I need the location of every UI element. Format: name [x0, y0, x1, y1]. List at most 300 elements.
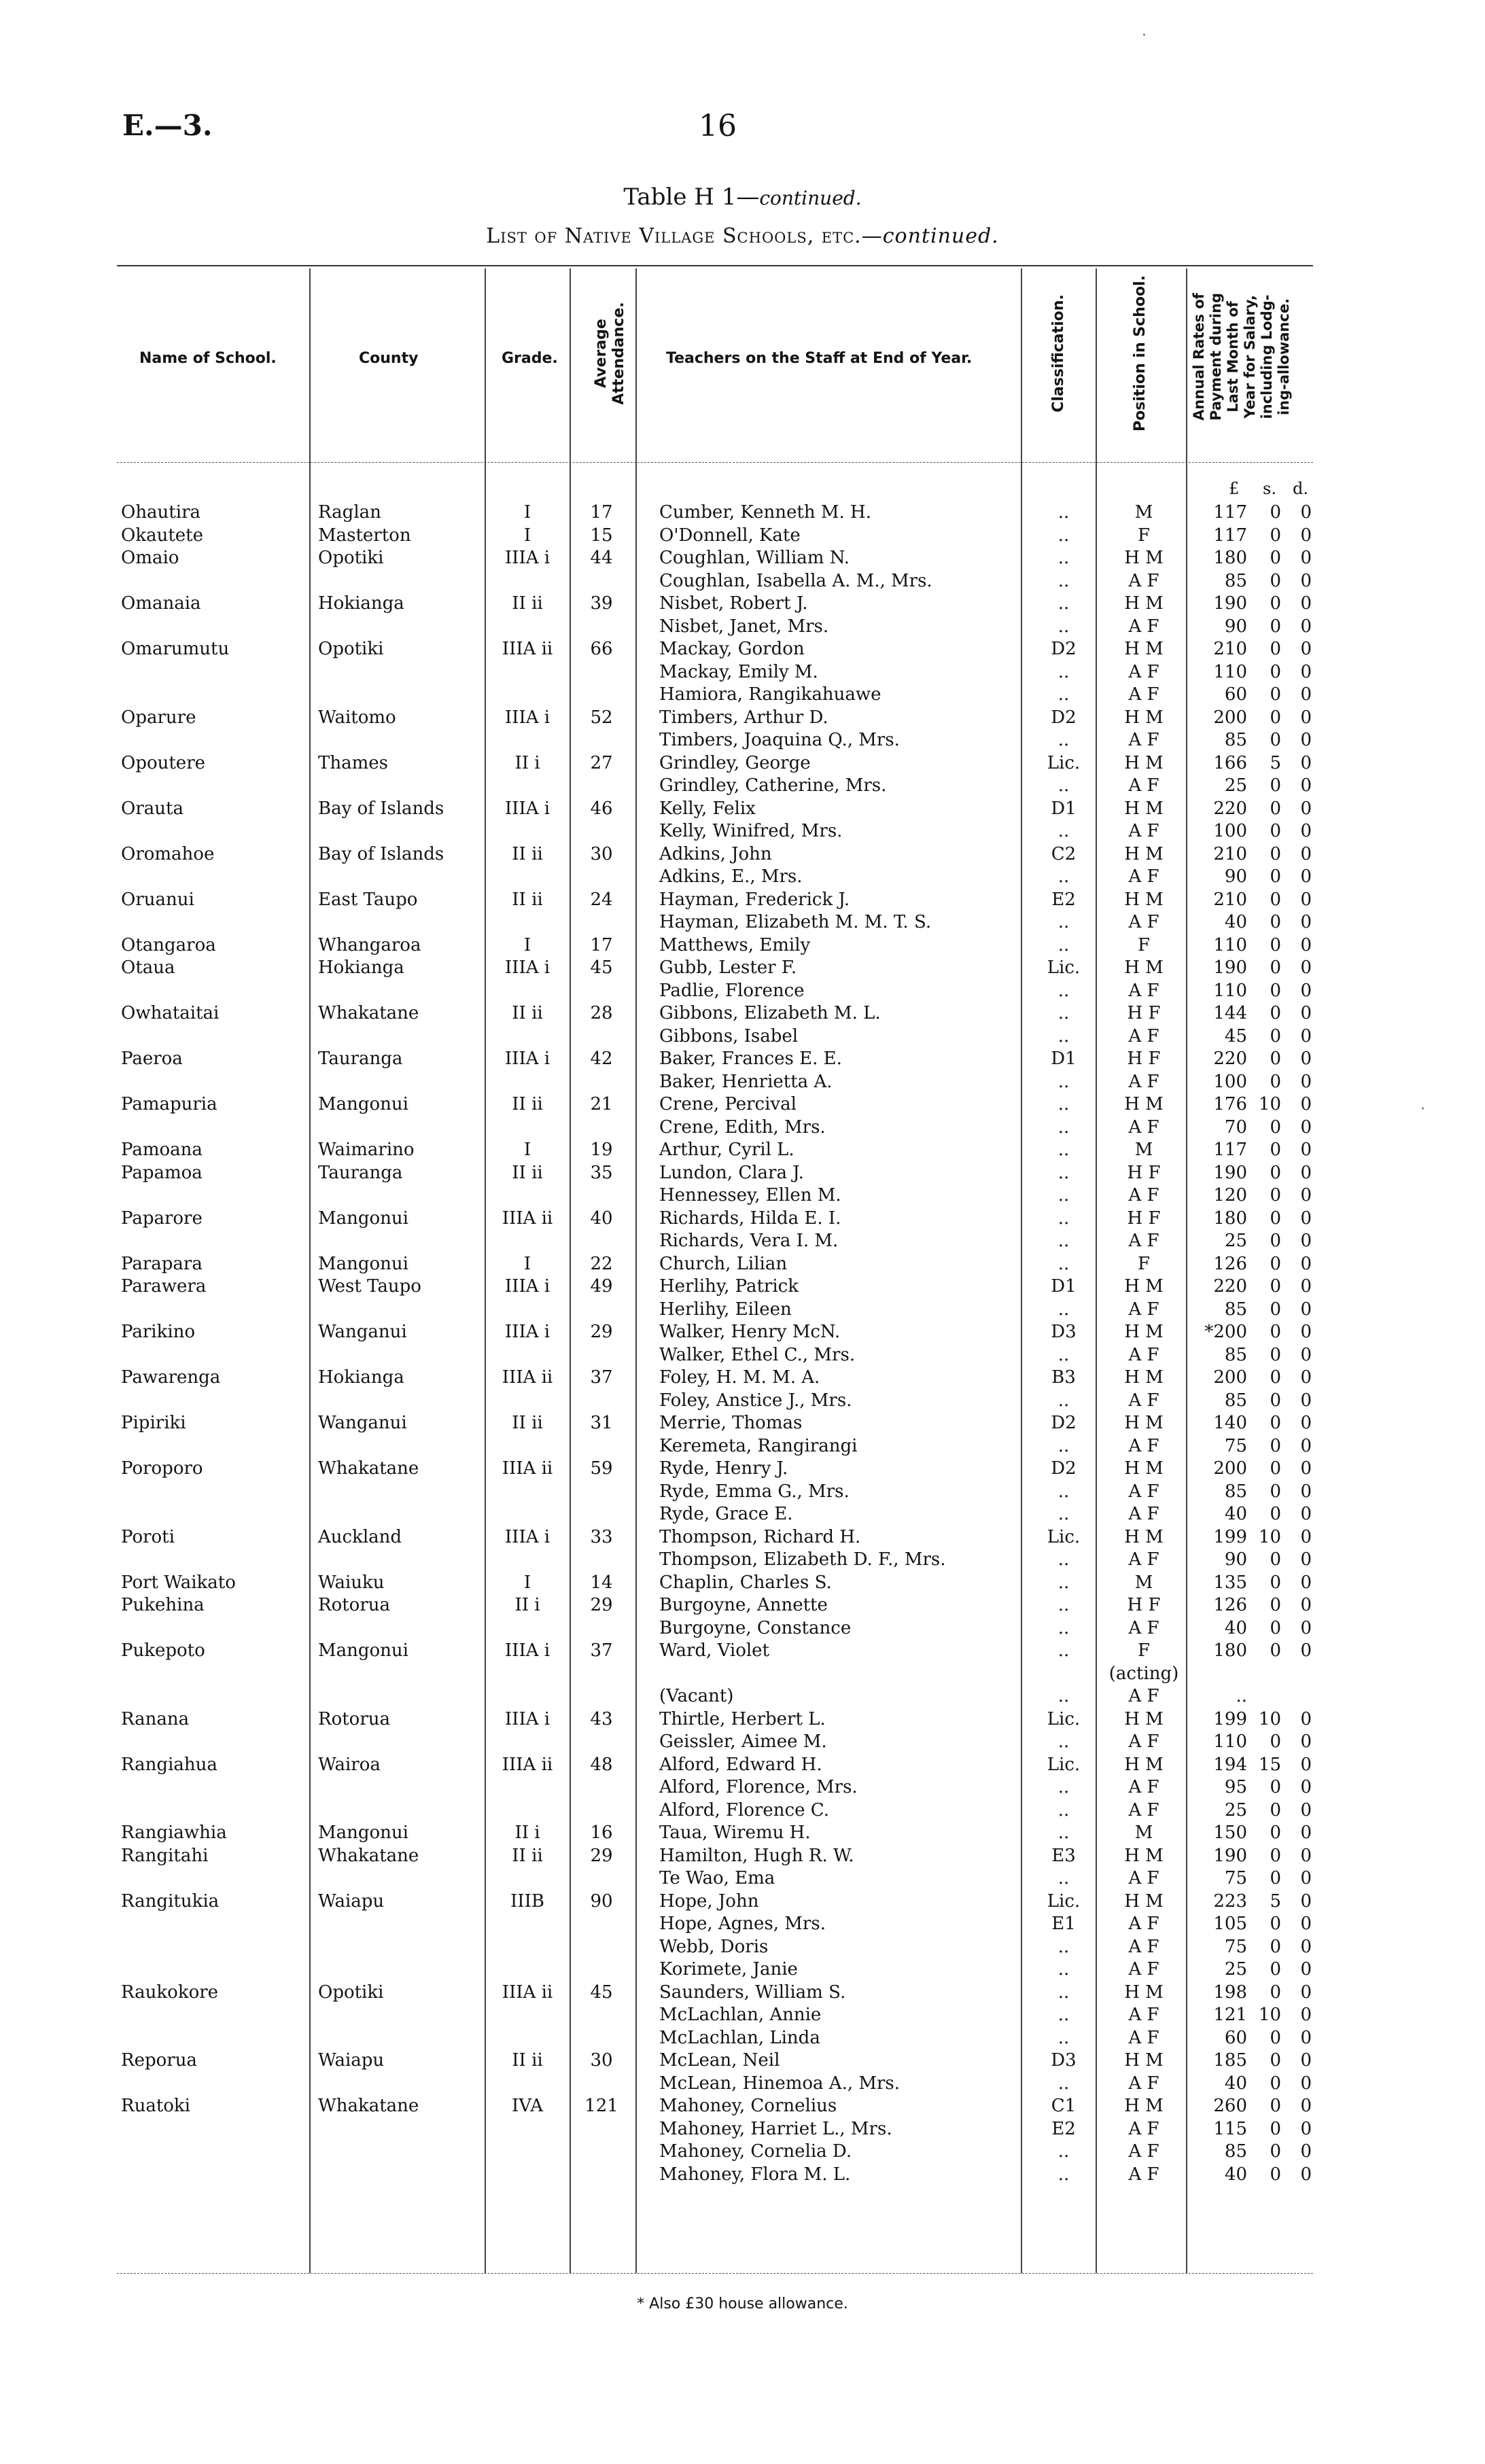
- position-cell: A F: [1128, 661, 1159, 682]
- county-name: East Taupo: [318, 889, 418, 910]
- rate-shillings: 0: [1270, 1116, 1281, 1138]
- teacher-name: Lundon, Clara J.: [659, 1162, 804, 1183]
- teacher-name: Burgoyne, Annette: [659, 1595, 828, 1615]
- table-row: [0, 1208, 1485, 1230]
- grade-cell: II ii: [512, 843, 543, 864]
- grade-cell: II ii: [512, 593, 543, 614]
- rate-pence: 0: [1300, 2005, 1312, 2025]
- teacher-name: Coughlan, Isabella A. M., Mrs.: [659, 570, 932, 591]
- classification-cell: ..: [1058, 1344, 1070, 1365]
- position-cell: A F: [1128, 1231, 1159, 1251]
- classification-cell: ..: [1058, 1982, 1070, 2003]
- county-name: Waiapu: [318, 1890, 385, 1912]
- rate-pounds: 220: [1213, 1276, 1247, 1297]
- position-cell: A F: [1128, 2164, 1159, 2185]
- position-cell: H M: [1124, 889, 1164, 910]
- rate-pounds: 60: [1224, 684, 1247, 705]
- county-name: Bay of Islands: [318, 843, 444, 864]
- table-row: [0, 2004, 1485, 2026]
- grade-cell: I: [523, 525, 531, 546]
- position-cell: H M: [1124, 639, 1164, 659]
- table-row: [0, 1344, 1485, 1367]
- table-row: [0, 1890, 1485, 1913]
- county-name: Opotiki: [318, 1982, 384, 2003]
- rate-shillings: 0: [1270, 2118, 1281, 2139]
- position-cell: M: [1134, 502, 1153, 523]
- table-row: [0, 1093, 1485, 1116]
- rate-pounds: 194: [1213, 1754, 1247, 1775]
- classification-cell: D2: [1051, 1413, 1077, 1433]
- school-name: Rangitahi: [121, 1845, 209, 1866]
- column-header-attendance-line: Average: [593, 319, 610, 388]
- rate-pence: 0: [1300, 1936, 1312, 1957]
- rate-pence: 0: [1300, 1823, 1312, 1843]
- grade-cell: IIIA i: [504, 1322, 551, 1342]
- position-cell: A F: [1128, 1299, 1159, 1320]
- scan-speck: ·: [1142, 27, 1147, 44]
- position-cell: A F: [1128, 1390, 1159, 1411]
- grade-cell: II i: [514, 1595, 540, 1615]
- rate-shillings: 0: [1270, 1572, 1281, 1593]
- table-row: [0, 1549, 1485, 1571]
- position-cell: A F: [1128, 866, 1159, 887]
- table-row: [0, 980, 1485, 1002]
- rate-shillings: 0: [1270, 525, 1281, 546]
- classification-cell: E3: [1051, 1845, 1076, 1866]
- school-name: Pamoana: [121, 1140, 203, 1160]
- table-row: [0, 1982, 1485, 2004]
- classification-cell: ..: [1058, 548, 1070, 568]
- rate-pence: 0: [1300, 1116, 1312, 1138]
- table-row: [0, 1936, 1485, 1958]
- rate-pence: 0: [1300, 843, 1312, 864]
- table-row: [0, 1253, 1485, 1275]
- rate-shillings: 0: [1270, 1640, 1281, 1661]
- county-name: Wanganui: [318, 1322, 407, 1342]
- school-name: Raukokore: [121, 1982, 219, 2003]
- position-cell: A F: [1128, 2118, 1159, 2139]
- grade-cell: I: [523, 502, 531, 523]
- grade-cell: I: [523, 934, 531, 955]
- rate-shillings: 0: [1270, 502, 1281, 523]
- rate-pence: 0: [1300, 616, 1312, 637]
- rate-pounds: 126: [1213, 1253, 1247, 1274]
- school-name: Owhataitai: [121, 1003, 220, 1023]
- rate-pounds: 121: [1213, 2005, 1247, 2025]
- teacher-name: Mahoney, Flora M. L.: [659, 2164, 851, 2185]
- county-name: Whakatane: [318, 1845, 419, 1866]
- table-row: [0, 707, 1485, 729]
- rate-pounds: 105: [1213, 1914, 1247, 1934]
- position-cell: H M: [1124, 593, 1164, 614]
- rate-pence: 0: [1300, 2141, 1312, 2162]
- attendance-cell: 30: [590, 843, 613, 864]
- attendance-cell: 22: [590, 1253, 613, 1274]
- rate-shillings: 0: [1270, 1208, 1281, 1229]
- rate-pounds: 190: [1213, 593, 1247, 614]
- school-name: Omaio: [121, 548, 179, 568]
- teacher-name: (Vacant): [659, 1686, 734, 1706]
- teacher-name: Grindley, Catherine, Mrs.: [659, 775, 887, 796]
- rate-pence: 0: [1300, 752, 1312, 773]
- county-name: West Taupo: [318, 1276, 421, 1297]
- rate-pence: 0: [1300, 730, 1312, 750]
- position-cell: A F: [1128, 1617, 1159, 1638]
- rate-pounds: 110: [1213, 980, 1247, 1001]
- rate-pounds: 200: [1213, 1458, 1247, 1479]
- attendance-cell: 45: [590, 957, 613, 978]
- classification-cell: ..: [1058, 1253, 1070, 1274]
- grade-cell: II i: [514, 1823, 540, 1843]
- table-row: [0, 775, 1485, 797]
- attendance-cell: 35: [590, 1162, 613, 1183]
- attendance-cell: 15: [590, 525, 613, 546]
- school-name: Papamoa: [121, 1162, 203, 1183]
- rate-pence: 0: [1300, 980, 1312, 1001]
- table-row: [0, 1754, 1485, 1776]
- school-name: Port Waikato: [121, 1572, 236, 1593]
- rate-pence: 0: [1300, 639, 1312, 659]
- rate-shillings: 0: [1270, 1413, 1281, 1433]
- rate-shillings: 10: [1258, 1094, 1281, 1114]
- county-name: Wairoa: [318, 1754, 381, 1775]
- rate-pence: 0: [1300, 593, 1312, 614]
- grade-cell: IIIA i: [504, 1640, 551, 1661]
- rate-pounds: 180: [1213, 1640, 1247, 1661]
- rate-pence: 0: [1300, 1299, 1312, 1320]
- county-name: Mangonui: [318, 1094, 408, 1114]
- teacher-name: Grindley, George: [659, 752, 811, 773]
- rate-pence: 0: [1300, 1208, 1312, 1229]
- rate-pounds: 115: [1213, 2118, 1247, 2139]
- rate-shillings: 0: [1270, 1458, 1281, 1479]
- table-row: [0, 1275, 1485, 1298]
- classification-cell: D3: [1051, 1322, 1077, 1342]
- table-row: [0, 616, 1485, 638]
- rate-pence: 0: [1300, 2073, 1312, 2094]
- classification-cell: D3: [1051, 2050, 1077, 2071]
- teacher-name: Herlihy, Patrick: [659, 1276, 799, 1297]
- table-row: [0, 820, 1485, 843]
- rate-pounds: 190: [1213, 1162, 1247, 1183]
- grade-cell: II ii: [512, 1162, 543, 1183]
- classification-cell: ..: [1058, 1390, 1070, 1411]
- rate-pence: 0: [1300, 1003, 1312, 1023]
- table-row: [0, 866, 1485, 888]
- classification-cell: ..: [1058, 821, 1070, 841]
- grade-cell: IIIA ii: [502, 1208, 553, 1229]
- attendance-cell: 29: [590, 1595, 613, 1615]
- rate-shillings: 10: [1258, 2005, 1281, 2025]
- rate-pounds: 75: [1224, 1868, 1247, 1888]
- rate-pence: 0: [1300, 775, 1312, 796]
- teacher-name: Hope, Agnes, Mrs.: [659, 1914, 826, 1934]
- position-cell: A F: [1128, 1116, 1159, 1138]
- county-name: Mangonui: [318, 1208, 408, 1229]
- table-row: [0, 1116, 1485, 1139]
- column-header-teachers: Teachers on the Staff at End of Year.: [666, 350, 973, 367]
- rate-pounds: 126: [1213, 1595, 1247, 1615]
- teacher-name: Hayman, Frederick J.: [659, 889, 850, 910]
- teacher-name: O'Donnell, Kate: [659, 525, 801, 546]
- school-name: Pamapuria: [121, 1094, 217, 1114]
- table-row: [0, 1162, 1485, 1184]
- school-name: Pipiriki: [121, 1413, 186, 1433]
- position-cell: H M: [1124, 1276, 1164, 1297]
- table-title-continued: continued.: [759, 187, 862, 209]
- classification-cell: C2: [1051, 843, 1077, 864]
- rate-pounds: 210: [1213, 843, 1247, 864]
- teacher-name: Mahoney, Cornelius: [659, 2096, 837, 2116]
- rate-shillings: 0: [1270, 798, 1281, 819]
- table-row: [0, 2164, 1485, 2186]
- school-name: Oruanui: [121, 889, 194, 910]
- position-cell: M: [1134, 1572, 1153, 1593]
- rate-pence: 0: [1300, 1777, 1312, 1797]
- rate-pounds: 199: [1213, 1708, 1247, 1729]
- column-header-grade: Grade.: [502, 350, 558, 367]
- rate-shillings: 0: [1270, 707, 1281, 728]
- rate-shillings: 0: [1270, 684, 1281, 705]
- school-name: Otaua: [121, 957, 175, 978]
- teacher-name: Ryde, Grace E.: [659, 1504, 793, 1524]
- school-name: Ranana: [121, 1708, 190, 1729]
- rate-pounds: 198: [1213, 1982, 1247, 2003]
- classification-cell: ..: [1058, 1504, 1070, 1524]
- attendance-cell: 37: [590, 1640, 613, 1661]
- rate-pence: 0: [1300, 1481, 1312, 1502]
- position-cell: H F: [1127, 1049, 1161, 1069]
- position-cell: A F: [1128, 1799, 1159, 1820]
- rate-pence: 0: [1300, 1959, 1312, 1979]
- school-name: Poroti: [121, 1526, 175, 1547]
- table-row: [0, 1776, 1485, 1799]
- rate-pence: 0: [1300, 1344, 1312, 1365]
- rate-pence: 0: [1300, 1526, 1312, 1547]
- teacher-name: Burgoyne, Constance: [659, 1617, 852, 1638]
- rate-pounds: 200: [1213, 707, 1247, 728]
- position-cell: A F: [1128, 1549, 1159, 1570]
- teacher-name: Baker, Henrietta A.: [659, 1071, 833, 1092]
- attendance-cell: 49: [590, 1276, 613, 1297]
- rate-pounds: 25: [1224, 775, 1247, 796]
- rate-pounds: 110: [1213, 1731, 1247, 1752]
- position-cell: A F: [1128, 1071, 1159, 1092]
- table-row: [0, 889, 1485, 911]
- rate-shillings: 0: [1270, 1617, 1281, 1638]
- column-header-county: County: [359, 350, 419, 367]
- table-row: [0, 2118, 1485, 2141]
- teacher-name: Saunders, William S.: [659, 1982, 846, 2003]
- rate-pence: 0: [1300, 1025, 1312, 1046]
- rate-pounds: 40: [1224, 1504, 1247, 1524]
- rate-shillings: 0: [1270, 616, 1281, 637]
- rate-pence: 0: [1300, 1253, 1312, 1274]
- rate-pence: 0: [1300, 502, 1312, 523]
- classification-cell: ..: [1058, 1299, 1070, 1320]
- county-name: Wanganui: [318, 1413, 407, 1433]
- school-name: Opoutere: [121, 752, 206, 773]
- table-row: [0, 752, 1485, 775]
- grade-cell: IIIA i: [504, 1708, 551, 1729]
- classification-cell: D2: [1051, 707, 1077, 728]
- rate-pence: 0: [1300, 889, 1312, 910]
- classification-cell: ..: [1058, 525, 1070, 546]
- teacher-name: Gubb, Lester F.: [659, 957, 797, 978]
- school-name: Okautete: [121, 525, 203, 546]
- grade-cell: IIIA i: [504, 707, 551, 728]
- position-cell: H M: [1124, 1367, 1164, 1388]
- rate-pence: 0: [1300, 1322, 1312, 1342]
- rate-shillings: 0: [1270, 1322, 1281, 1342]
- rate-pounds: 190: [1213, 957, 1247, 978]
- teacher-name: Gibbons, Isabel: [659, 1025, 799, 1046]
- school-name: Oromahoe: [121, 843, 215, 864]
- teacher-name: Webb, Doris: [659, 1936, 769, 1957]
- county-name: Mangonui: [318, 1253, 408, 1274]
- rate-shillings: 0: [1270, 889, 1281, 910]
- county-name: Whakatane: [318, 2096, 419, 2116]
- classification-cell: B3: [1051, 1367, 1076, 1388]
- position-cell: H M: [1124, 2050, 1164, 2071]
- teacher-name: Kelly, Winifred, Mrs.: [659, 821, 843, 841]
- classification-cell: ..: [1058, 616, 1070, 637]
- classification-cell: E2: [1051, 2118, 1076, 2139]
- rate-pence: 0: [1300, 1640, 1312, 1661]
- position-cell: A F: [1128, 730, 1159, 750]
- position-cell: H M: [1124, 1890, 1164, 1912]
- county-name: Auckland: [318, 1526, 402, 1547]
- position-cell: F: [1137, 525, 1151, 546]
- teacher-name: Crene, Edith, Mrs.: [659, 1116, 826, 1138]
- rate-pence: 0: [1300, 934, 1312, 955]
- teacher-name: Korimete, Janie: [659, 1959, 798, 1979]
- classification-cell: ..: [1058, 1823, 1070, 1843]
- school-name: Paparore: [121, 1208, 203, 1229]
- table-row: [0, 957, 1485, 979]
- rate-pence: 0: [1300, 1390, 1312, 1411]
- school-name: Parikino: [121, 1322, 196, 1342]
- rate-pence: 0: [1300, 2164, 1312, 2185]
- teacher-name: Foley, Anstice J., Mrs.: [659, 1390, 852, 1411]
- position-cell: H M: [1124, 1322, 1164, 1342]
- column-header-attendance-line: Attendance.: [610, 302, 627, 405]
- rate-pounds: 25: [1224, 1231, 1247, 1251]
- rate-pounds: 120: [1213, 1185, 1247, 1205]
- attendance-cell: 48: [590, 1754, 613, 1775]
- table-row: [0, 1685, 1485, 1708]
- rate-shillings: 0: [1270, 1390, 1281, 1411]
- rate-pounds: 40: [1224, 2164, 1247, 2185]
- classification-cell: ..: [1058, 1231, 1070, 1251]
- column-header-classification-line: Classification.: [1050, 294, 1067, 412]
- grade-cell: II ii: [512, 889, 543, 910]
- table-row: [0, 570, 1485, 593]
- footnote: * Also £30 house allowance.: [637, 2295, 848, 2312]
- rate-pounds: 60: [1224, 2027, 1247, 2048]
- rate-pounds: 176: [1213, 1094, 1247, 1114]
- grade-cell: IIIA ii: [502, 1458, 553, 1479]
- table-row: [0, 1230, 1485, 1252]
- attendance-cell: 121: [584, 2096, 618, 2116]
- rate-shillings: 0: [1270, 1914, 1281, 1934]
- rate-pounds: 100: [1213, 821, 1247, 841]
- school-name: Otangaroa: [121, 934, 216, 955]
- teacher-name: Alford, Edward H.: [659, 1754, 822, 1775]
- grade-cell: IIIA i: [504, 798, 551, 819]
- teacher-name: Ryde, Henry J.: [659, 1458, 788, 1479]
- classification-cell: ..: [1058, 570, 1070, 591]
- rate-pence: 0: [1300, 525, 1312, 546]
- teacher-name: Nisbet, Robert J.: [659, 593, 808, 614]
- classification-cell: ..: [1058, 1959, 1070, 1979]
- table-row: [0, 1640, 1485, 1662]
- attendance-cell: 90: [590, 1890, 613, 1912]
- rate-pounds: 185: [1213, 2050, 1247, 2071]
- classification-cell: ..: [1058, 502, 1070, 523]
- table-row: [0, 1503, 1485, 1526]
- position-cell: A F: [1128, 1481, 1159, 1502]
- teacher-name: Richards, Hilda E. I.: [659, 1208, 841, 1229]
- school-name: Rangitukia: [121, 1890, 220, 1912]
- rate-shillings: 0: [1270, 2050, 1281, 2071]
- table-row: [0, 1913, 1485, 1935]
- rate-pounds: 90: [1224, 866, 1247, 887]
- classification-cell: D2: [1051, 1458, 1077, 1479]
- teacher-name: Matthews, Emily: [659, 934, 811, 955]
- position-cell: H F: [1127, 1208, 1161, 1229]
- rate-shillings: 0: [1270, 1185, 1281, 1205]
- teacher-name: Keremeta, Rangirangi: [659, 1435, 858, 1456]
- attendance-cell: 17: [590, 502, 613, 523]
- scan-speck: ·: [1420, 1101, 1425, 1118]
- classification-cell: ..: [1058, 980, 1070, 1001]
- classification-cell: D1: [1051, 798, 1077, 819]
- classification-cell: ..: [1058, 2141, 1070, 2162]
- table-row: [0, 1048, 1485, 1070]
- classification-cell: ..: [1058, 2164, 1070, 2185]
- position-cell: H M: [1124, 1458, 1164, 1479]
- teacher-name: Foley, H. M. M. A.: [659, 1367, 820, 1388]
- attendance-cell: 66: [590, 639, 613, 659]
- rate-shillings: 0: [1270, 843, 1281, 864]
- rate-pounds: 150: [1213, 1823, 1247, 1843]
- position-cell: H F: [1127, 1003, 1161, 1023]
- table-row: [0, 1435, 1485, 1458]
- position-cell: A F: [1128, 775, 1159, 796]
- school-name: Parawera: [121, 1276, 207, 1297]
- rate-shillings: 15: [1258, 1754, 1281, 1775]
- rate-shillings: 0: [1270, 548, 1281, 568]
- rate-pounds: 117: [1213, 1140, 1247, 1160]
- attendance-cell: 37: [590, 1367, 613, 1388]
- rate-shillings: 0: [1270, 1936, 1281, 1957]
- rate-pence: 0: [1300, 798, 1312, 819]
- teacher-name: Merrie, Thomas: [659, 1413, 803, 1433]
- position-cell: F: [1137, 934, 1151, 955]
- rate-pence: 0: [1300, 1367, 1312, 1388]
- rate-shillings: 0: [1270, 821, 1281, 841]
- teacher-name: McLachlan, Linda: [659, 2027, 820, 2048]
- position-cell: A F: [1128, 980, 1159, 1001]
- rate-pounds: 85: [1224, 2141, 1247, 2162]
- position-cell: H M: [1124, 1845, 1164, 1866]
- school-name: Parapara: [121, 1253, 203, 1274]
- classification-cell: C1: [1051, 2096, 1077, 2116]
- position-cell: H M: [1124, 752, 1164, 773]
- column-header-position-line: Position in School.: [1132, 275, 1149, 432]
- rate-shillings: 0: [1270, 934, 1281, 955]
